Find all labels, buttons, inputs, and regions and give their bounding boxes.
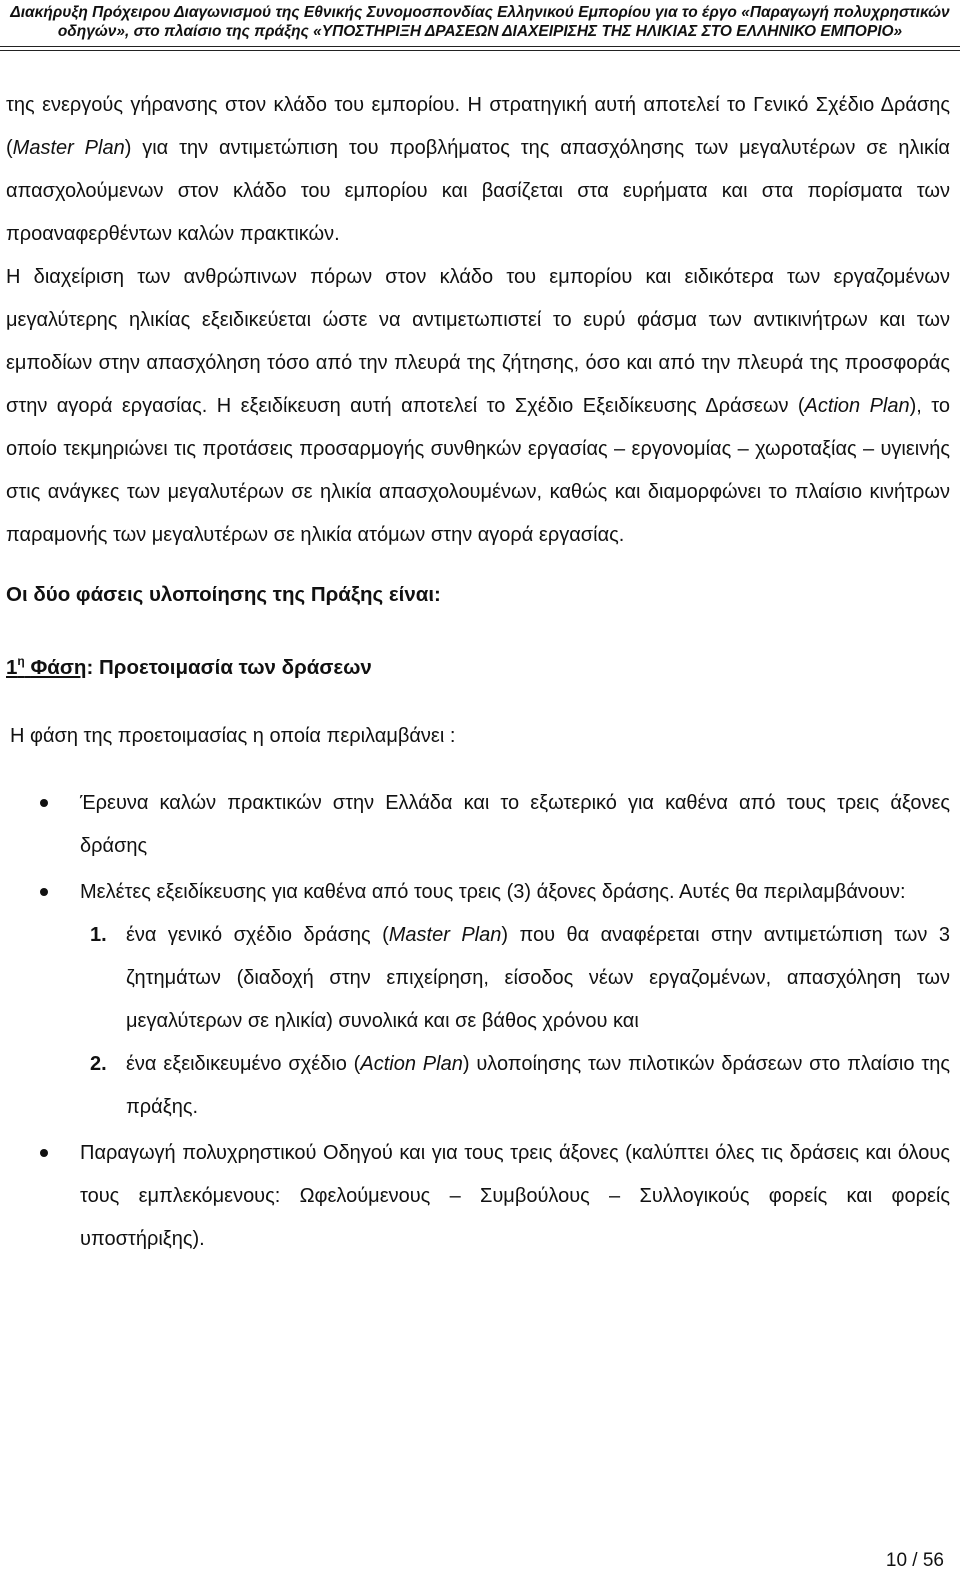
header-line-2: οδηγών», στο πλαίσιο της πράξης «ΥΠΟΣΤΗΡΙΞΗ ΔΡΑΣΕΩΝ ΔΙΑΧΕΙΡΙΣΗΣ ΤΗΣ ΗΛΙΚΙΑΣ ΣΤΟ ΕΛΛΗΝΙΚΟ ΕΜΠΟΡΙΟ» <box>57 23 903 40</box>
italic-term: Master Plan <box>388 924 502 946</box>
sublist-number: 1. <box>90 924 107 946</box>
paragraph-text: Η διαχείριση των ανθρώπινων πόρων στον κλάδο του εμπορίου και ειδικότερα των εργαζομένων μεγαλύτερης ηλικίας εξειδικεύεται ώστε να αντιμετωπιστεί το ευρύ φάσμα των αντικινήτρων και των εμποδίων στην απασχόληση τόσο από την πλευρά της ζήτησης, όσο και από την πλευρά της προσφοράς στην αγορά εργασίας. Η εξειδίκευση αυτή αποτελεί το Σχέδιο Εξειδίκευσης Δράσεων ( <box>6 266 950 417</box>
header-rule-thin <box>0 50 960 51</box>
list-item <box>6 1132 950 1261</box>
header-rule <box>0 46 960 47</box>
italic-term: Action Plan <box>804 395 910 417</box>
list-item <box>6 871 950 1129</box>
header-line-1: Διακήρυξη Πρόχειρου Διαγωνισμού της Εθνικής Συνομοσπονδίας Ελληνικού Εμπορίου για το έργο «Παραγωγή πολυχρηστικών <box>10 4 950 21</box>
phases-heading: Οι δύο φάσεις υλοποίησης της Πράξης είναι: <box>6 583 441 606</box>
page-number: 10 / 56 <box>885 1550 944 1571</box>
italic-term: Master Plan <box>12 137 125 159</box>
phase-colon: : <box>86 656 94 679</box>
paragraph-text: ), το οποίο τεκμηριώνει τις προτάσεις προσαρμογής συνθηκών εργασίας – εργονομίας – χωροταξίας – υγιεινής στις ανάγκες των μεγαλυτέρων σε ηλικία απασχολουμένων, καθώς και διαμορφώνει το πλαίσιο κινήτρων παραμονής των μεγαλυτέρων σε ηλικία ατόμων στην αγορά εργασίας. <box>6 395 951 546</box>
bullet-icon <box>40 1149 48 1157</box>
list-item-text: Παραγωγή πολυχρηστικού Οδηγού και για τους τρεις άξονες (καλύπτει όλες τις δράσεις και όλους τους εμπλεκόμενους: Ωφελούμενους – Συμβούλους – Συλλογικούς φορείς και φορείς υποστήριξης). <box>80 1142 950 1250</box>
paragraph-hr-management <box>6 256 950 557</box>
sublist-item: 1. ένα γενικό σχέδιο δράσης (Master Plan) που θα αναφέρεται στην αντιμετώπιση των 3 ζητημάτων (διαδοχή στην επιχείρηση, είσοδος νέων εργαζομένων, απασχόληση των μεγαλύτερων σε ηλικία) συνολικά και σε βάθος χρόνου και <box>80 914 950 1043</box>
numbered-sublist <box>80 914 950 1129</box>
phase-title: Προετοιμασία των δράσεων <box>93 656 372 679</box>
bullet-list <box>6 782 950 1261</box>
list-item <box>6 782 950 868</box>
phase-number: $1^\eta$ Φάση <box>6 654 87 679</box>
document-header <box>0 3 960 41</box>
paragraph-strategy <box>6 84 950 256</box>
document-body <box>6 84 950 1264</box>
sublist-item: 2. ένα εξειδικευμένο σχέδιο (Action Plan) υλοποίησης των πιλοτικών δράσεων στο πλαίσιο της πράξης. <box>80 1043 950 1129</box>
paragraph-text: ) για την αντιμετώπιση του προβλήματος της απασχόλησης των μεγαλυτέρων σε ηλικία απασχολούμενων στον κλάδο του εμπορίου και βασίζεται στα ευρήματα και στα πορίσματα των προαναφερθέντων καλών πρακτικών. <box>6 137 950 245</box>
paragraph-text: της ενεργούς γήρανσης στον κλάδο του εμπορίου. Η στρατηγική αυτή αποτελεί το Γενικό Σχέδιο Δράσης ( <box>6 94 950 159</box>
sublist-number: 2. <box>90 1053 107 1075</box>
bullet-icon <box>40 888 48 896</box>
phase-intro: Η φάση της προετοιμασίας η οποία περιλαμβάνει : <box>10 725 456 747</box>
bullet-icon <box>40 799 48 807</box>
italic-term: Action Plan <box>360 1053 463 1075</box>
phase-1-heading <box>6 641 950 688</box>
list-item-text: Έρευνα καλών πρακτικών στην Ελλάδα και το εξωτερικό για καθένα από τους τρεις άξονες δράσης <box>80 792 950 857</box>
list-item-text: Μελέτες εξειδίκευσης για καθένα από τους τρεις (3) άξονες δράσης. Αυτές θα περιλαμβάνουν: <box>80 881 906 903</box>
